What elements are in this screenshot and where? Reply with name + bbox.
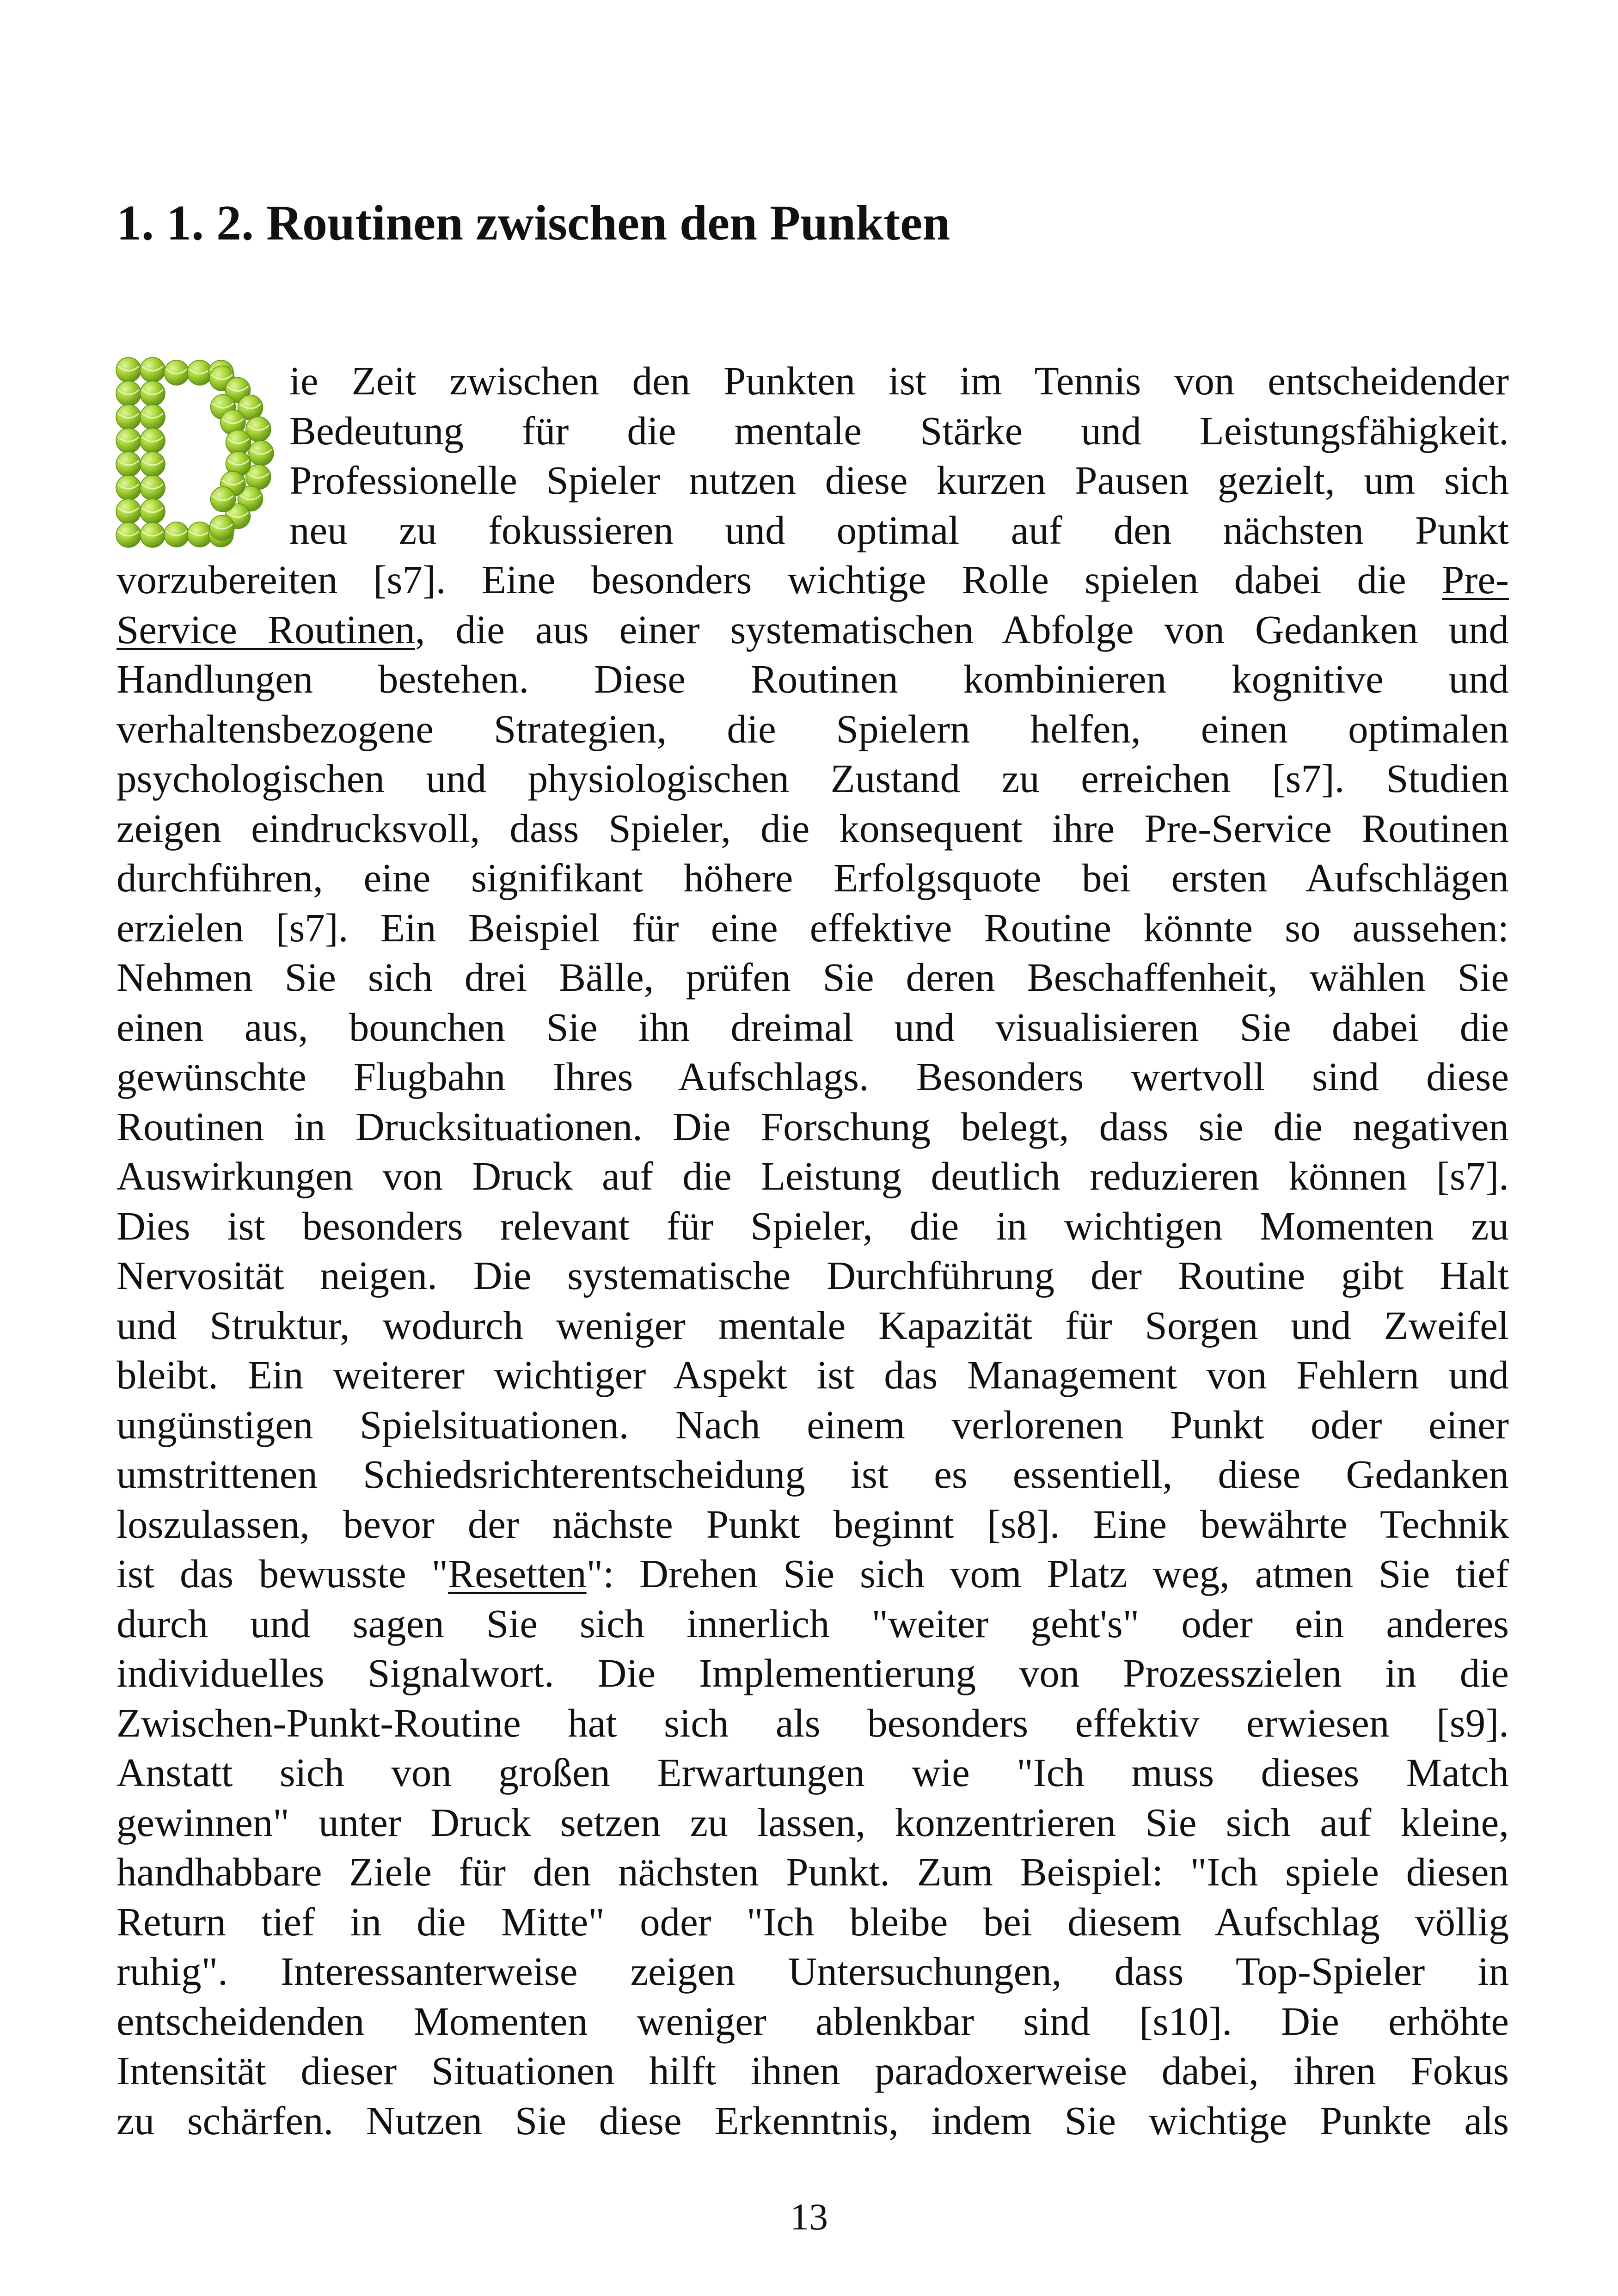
text-line <box>289 505 1509 555</box>
text-segment: durch und sagen Sie sich innerlich "weiter geht's" oder ein anderes <box>116 1601 1509 1646</box>
text-segment: Auswirkungen von Druck auf die Leistung deutlich reduzieren können [s7]. <box>116 1154 1509 1198</box>
text-line <box>116 903 1509 953</box>
text-line <box>116 952 1509 1002</box>
text-segment: ist das bewusste " <box>116 1551 448 1596</box>
text-line <box>116 1847 1509 1897</box>
text-line <box>116 853 1509 903</box>
underlined-term: Resetten <box>448 1551 587 1596</box>
text-line <box>116 704 1509 754</box>
text-line <box>116 1151 1509 1201</box>
text-line <box>116 555 1509 605</box>
text-segment: loszulassen, bevor der nächste Punkt beginnt [s8]. Eine bewährte Technik <box>116 1501 1509 1547</box>
text-segment: Zwischen-Punkt-Routine hat sich als besonders effektiv erwiesen [s9]. <box>116 1700 1509 1745</box>
text-line <box>116 2096 1509 2146</box>
text-line <box>116 1251 1509 1301</box>
text-line <box>116 1002 1509 1052</box>
text-line <box>116 1748 1509 1798</box>
text-line <box>116 804 1509 853</box>
text-line <box>116 654 1509 704</box>
underlined-term: Service Routinen <box>116 607 415 652</box>
text-segment: ie Zeit zwischen den Punkten ist im Tennis von entscheidender <box>289 358 1509 403</box>
text-line <box>116 1549 1509 1599</box>
text-line <box>116 1599 1509 1649</box>
text-segment: gewinnen" unter Druck setzen zu lassen, konzentrieren Sie sich auf kleine, <box>116 1799 1509 1845</box>
page-number: 13 <box>790 2196 828 2238</box>
text-segment: zeigen eindrucksvoll, dass Spieler, die konsequent ihre Pre-Service Routinen <box>116 805 1509 851</box>
text-segment: Handlungen bestehen. Diese Routinen kombinieren kognitive und <box>116 657 1509 701</box>
text-segment: zu schärfen. Nutzen Sie diese Erkenntnis, indem Sie wichtige Punkte als <box>116 2098 1509 2143</box>
text-segment: , die aus einer systematischen Abfolge von Gedanken und <box>415 607 1509 652</box>
text-line <box>116 754 1509 804</box>
text-segment: erzielen [s7]. Ein Beispiel für eine effektive Routine könnte so aussehen: <box>116 905 1509 950</box>
text-line <box>116 1400 1509 1450</box>
text-segment: entscheidenden Momenten weniger ablenkbar sind [s10]. Die erhöhte <box>116 1998 1509 2044</box>
text-segment: neu zu fokussieren und optimal auf den nächsten Punkt <box>289 507 1509 553</box>
text-line <box>116 1648 1509 1698</box>
text-line <box>116 1350 1509 1400</box>
text-segment: handhabbare Ziele für den nächsten Punkt. Zum Beispiel: "Ich spiele diesen <box>116 1849 1509 1894</box>
text-segment: Nervosität neigen. Die systematische Durchführung der Routine gibt Halt <box>116 1253 1509 1298</box>
text-segment: Intensität dieser Situationen hilft ihnen paradoxerweise dabei, ihren Fokus <box>116 2048 1509 2093</box>
text-segment: Bedeutung für die mentale Stärke und Leistungsfähigkeit. <box>289 408 1509 453</box>
text-line <box>116 1897 1509 1947</box>
text-segment: gewünschte Flugbahn Ihres Aufschlags. Besonders wertvoll sind diese <box>116 1054 1509 1099</box>
text-line <box>116 2046 1509 2096</box>
text-segment: durchführen, eine signifikant höhere Erfolgsquote bei ersten Aufschlägen <box>116 855 1509 900</box>
section-heading: 1. 1. 2. Routinen zwischen den Punkten <box>116 196 950 251</box>
text-segment: bleibt. Ein weiterer wichtiger Aspekt ist das Management von Fehlern und <box>116 1352 1509 1397</box>
text-line <box>116 1201 1509 1251</box>
text-segment: verhaltensbezogene Strategien, die Spielern helfen, einen optimalen <box>116 706 1509 751</box>
text-segment: ungünstigen Spielsituationen. Nach einem verlorenen Punkt oder einer <box>116 1402 1509 1447</box>
text-line <box>116 1499 1509 1549</box>
text-line <box>116 1102 1509 1152</box>
underlined-term: Pre- <box>1442 557 1509 602</box>
text-line <box>116 1052 1509 1102</box>
text-segment: Professionelle Spieler nutzen diese kurzen Pausen gezielt, um sich <box>289 458 1509 503</box>
text-segment: Dies ist besonders relevant für Spieler, die in wichtigen Momenten zu <box>116 1203 1509 1248</box>
body-paragraph <box>116 356 1509 2145</box>
text-line <box>289 356 1509 406</box>
text-segment: umstrittenen Schiedsrichterentscheidung ist es essentiell, diese Gedanken <box>116 1452 1509 1497</box>
text-segment: Routinen in Drucksituationen. Die Forschung belegt, dass sie die negativen <box>116 1104 1509 1149</box>
text-segment: Anstatt sich von großen Erwartungen wie "Ich muss dieses Match <box>116 1750 1509 1795</box>
text-line <box>116 605 1509 655</box>
text-segment: psychologischen und physiologischen Zustand zu erreichen [s7]. Studien <box>116 756 1509 801</box>
text-line <box>116 1301 1509 1351</box>
text-segment: vorzubereiten [s7]. Eine besonders wichtige Rolle spielen dabei die <box>116 557 1442 602</box>
text-segment: Nehmen Sie sich drei Bälle, prüfen Sie deren Beschaffenheit, wählen Sie <box>116 955 1509 1000</box>
text-segment: ": Drehen Sie sich vom Platz weg, atmen Sie tief <box>586 1551 1509 1596</box>
text-segment: individuelles Signalwort. Die Implementierung von Prozesszielen in die <box>116 1651 1509 1695</box>
text-segment: ruhig". Interessanterweise zeigen Untersuchungen, dass Top-Spieler in <box>116 1949 1509 1994</box>
text-line <box>116 1798 1509 1848</box>
text-line <box>289 455 1509 505</box>
text-line <box>116 1449 1509 1499</box>
text-line <box>116 1996 1509 2046</box>
text-line <box>116 1946 1509 1996</box>
text-line <box>289 406 1509 456</box>
text-segment: Return tief in die Mitte" oder "Ich bleibe bei diesem Aufschlag völlig <box>116 1899 1509 1944</box>
text-segment: und Struktur, wodurch weniger mentale Kapazität für Sorgen und Zweifel <box>116 1302 1509 1348</box>
text-line <box>116 1698 1509 1748</box>
text-segment: einen aus, bounchen Sie ihn dreimal und visualisieren Sie dabei die <box>116 1004 1509 1050</box>
